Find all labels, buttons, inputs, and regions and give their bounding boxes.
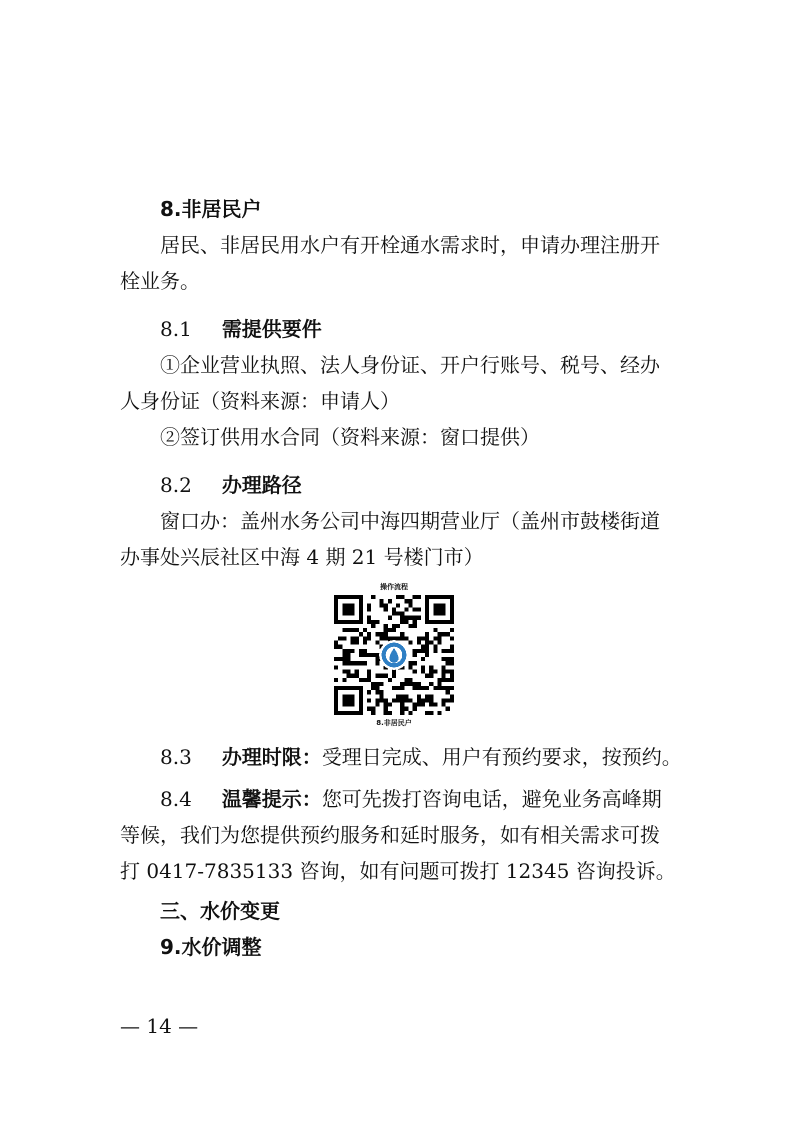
section-8-4-number: 8.4 bbox=[160, 787, 192, 811]
section-9-title: 9.水价调整 bbox=[160, 935, 262, 959]
qr-code-icon bbox=[334, 595, 454, 715]
section-8-heading: 8.非居民户 bbox=[160, 197, 262, 221]
page-number: — 14 — bbox=[120, 1014, 199, 1038]
section-8-intro-line-1: 居民、非居民用水户有开栓通水需求时，申请办理注册开 bbox=[160, 233, 660, 257]
section-8-4-title: 温馨提示： bbox=[221, 787, 322, 811]
section-8-intro-line-2: 栓业务。 bbox=[120, 269, 200, 293]
requirement-item-2: ②签订供用水合同（资料来源：窗口提供） bbox=[160, 425, 540, 449]
section-8-4-text: 您可先拨打咨询电话，避免业务高峰期 bbox=[321, 787, 662, 811]
requirement-item-1-line-2: 人身份证（资料来源：申请人） bbox=[120, 389, 400, 413]
qr-code-block bbox=[330, 583, 458, 731]
service-path-line-1: 窗口办：盖州水务公司中海四期营业厅（盖州市鼓楼街道 bbox=[160, 509, 660, 533]
section-8-3-number: 8.3 bbox=[160, 745, 192, 769]
section-8-3-title: 办理时限： bbox=[221, 745, 322, 769]
section-8-3-text: 受理日完成、用户有预约要求，按预约。 bbox=[321, 745, 682, 769]
section-8-1-title: 需提供要件 bbox=[221, 317, 322, 341]
section-8-3 bbox=[160, 744, 682, 770]
section-3-heading: 三、水价变更 bbox=[160, 899, 280, 923]
section-8-4-line-1 bbox=[160, 786, 662, 812]
section-9-heading bbox=[160, 934, 262, 960]
qr-caption-bottom: 8.非居民户 bbox=[376, 719, 412, 727]
section-8-2-heading bbox=[160, 472, 302, 498]
section-8-1-heading bbox=[160, 316, 322, 342]
section-8-2-title: 办理路径 bbox=[221, 473, 302, 497]
section-8-1-number: 8.1 bbox=[160, 317, 192, 341]
qr-caption-top: 操作流程 bbox=[380, 583, 408, 591]
service-path-line-2: 办事处兴辰社区中海 4 期 21 号楼门市） bbox=[120, 545, 484, 569]
section-8-2-number: 8.2 bbox=[160, 473, 192, 497]
section-8-4-line-3: 打 0417-7835133 咨询，如有问题可拨打 12345 咨询投诉。 bbox=[120, 859, 676, 883]
section-8-4-line-2: 等候，我们为您提供预约服务和延时服务，如有相关需求可拨 bbox=[120, 823, 660, 847]
requirement-item-1-line-1: ①企业营业执照、法人身份证、开户行账号、税号、经办 bbox=[160, 353, 660, 377]
